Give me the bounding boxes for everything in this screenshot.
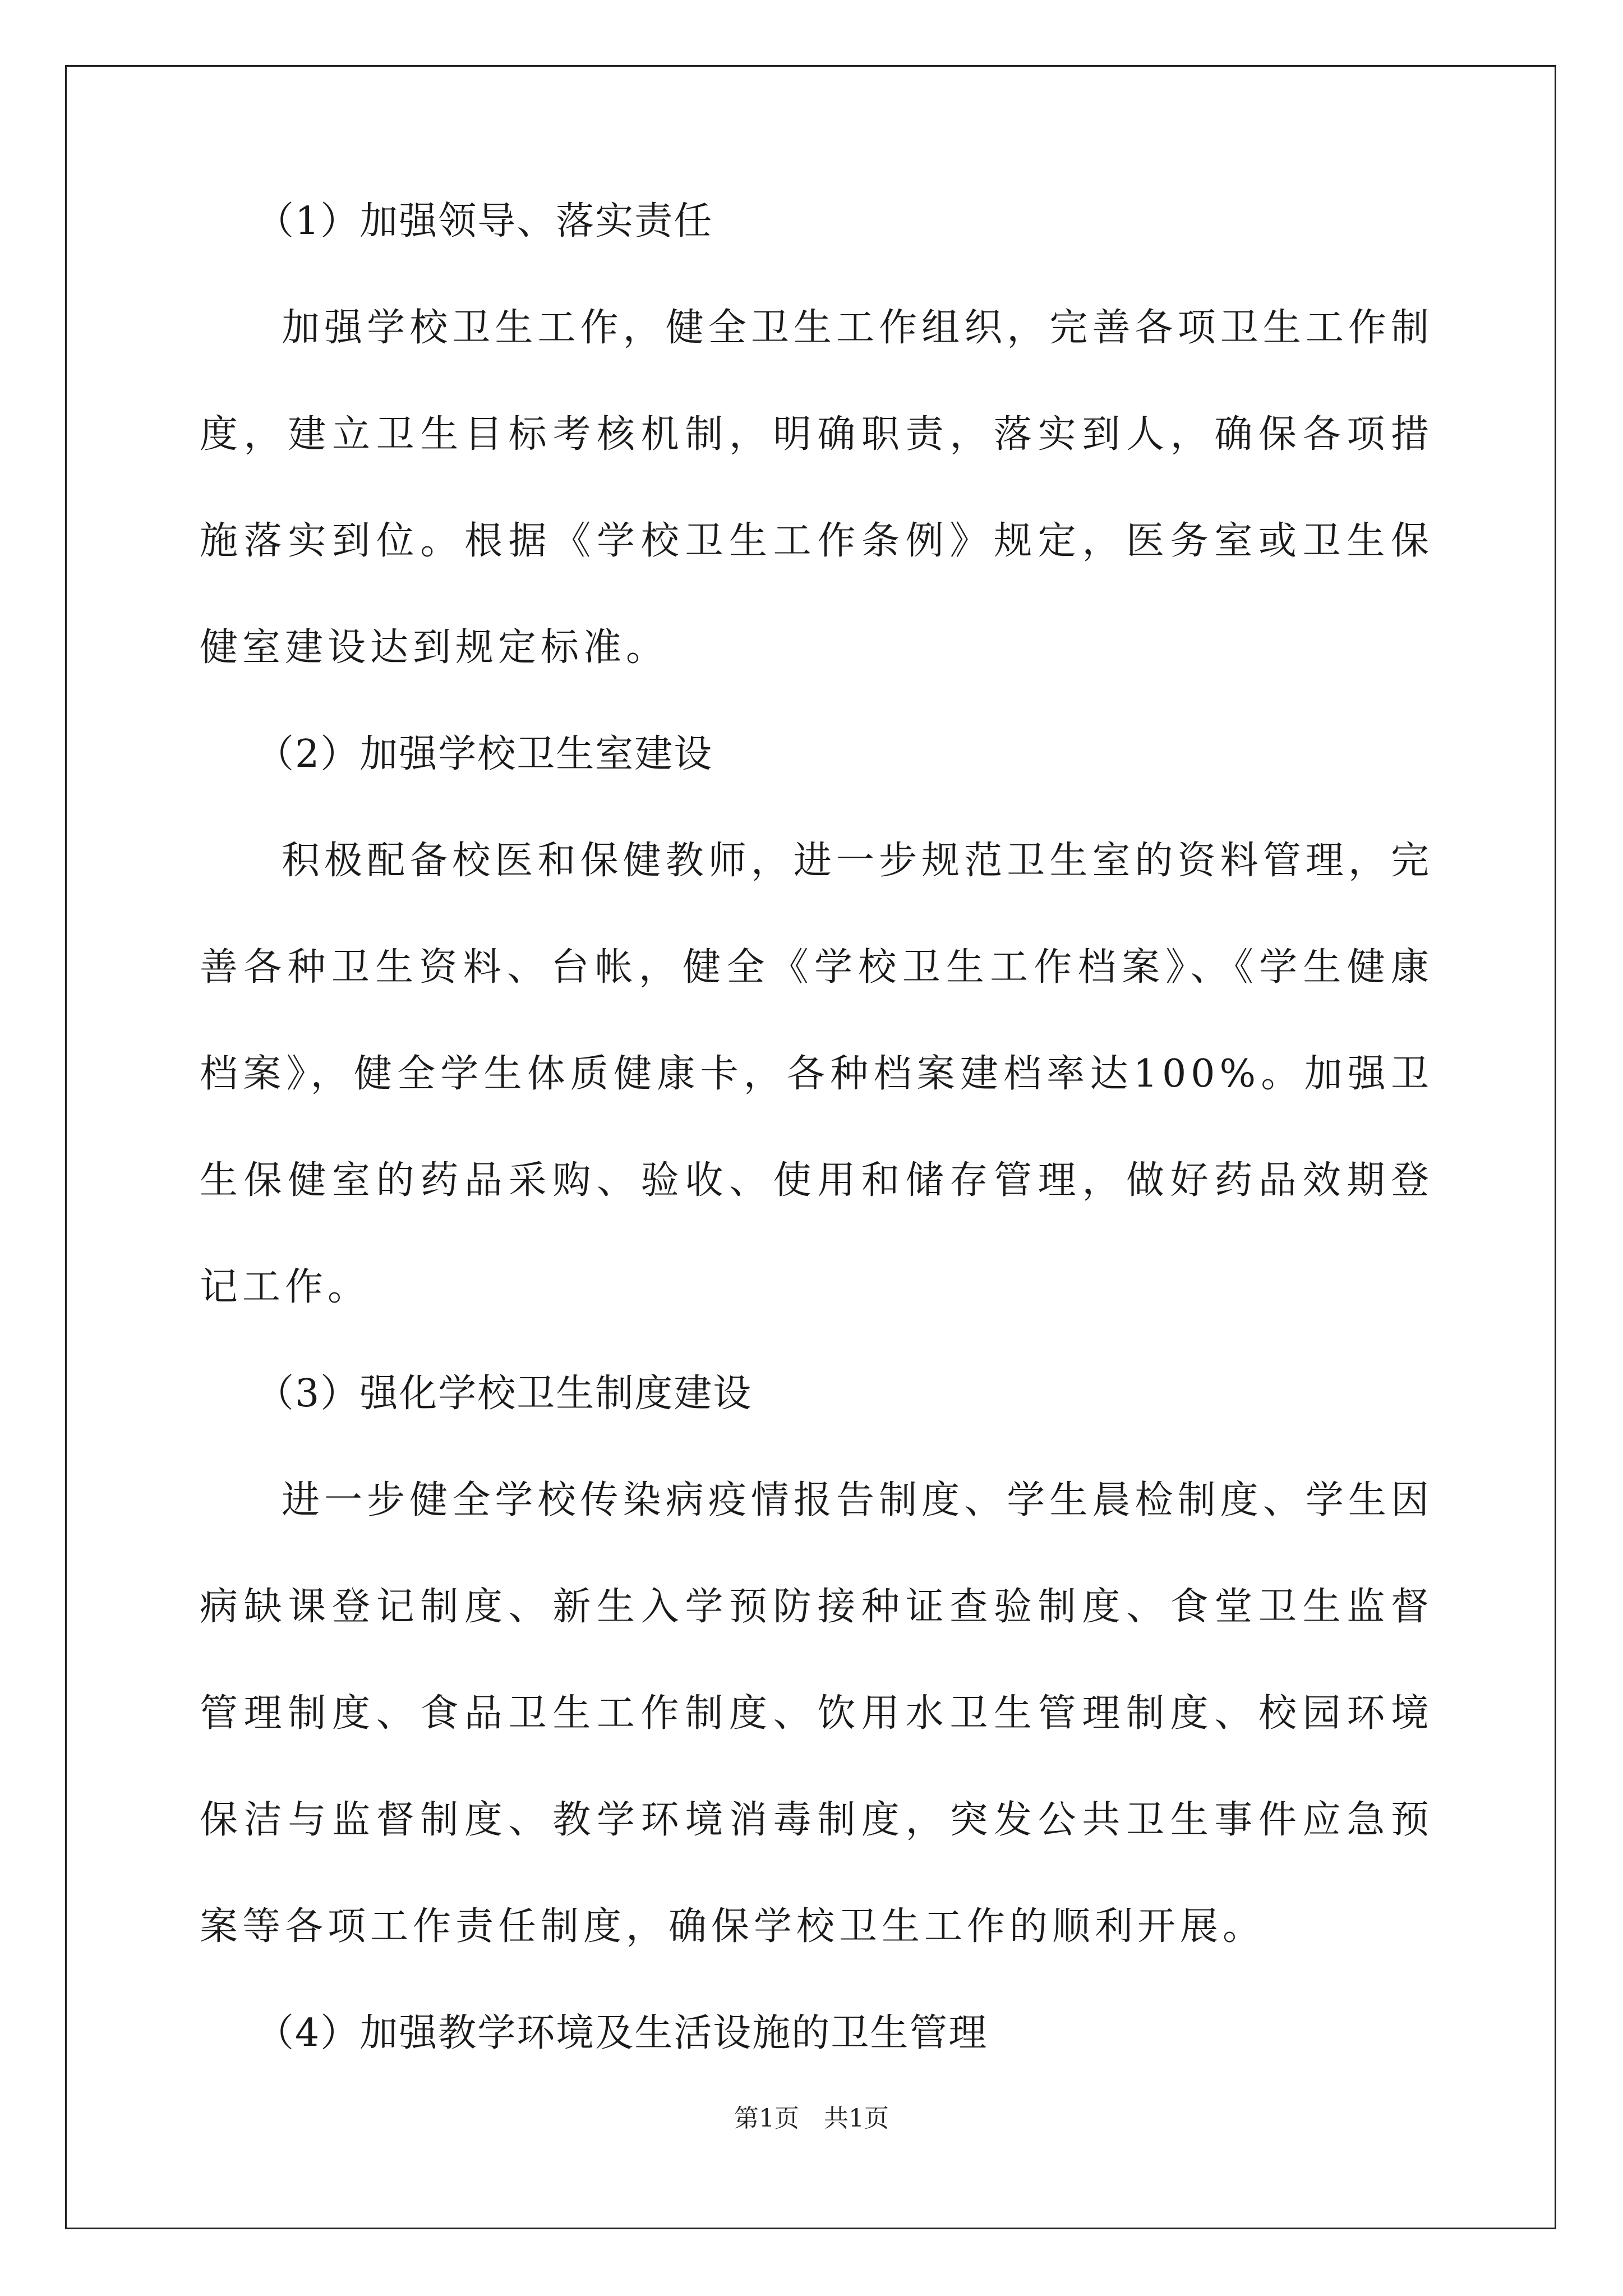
section-1-heading: （1）加强领导、落实责任	[256, 199, 713, 243]
section-3-paragraph: 进一步健全学校传染病疫情报告制度、学生晨检制度、学生因病缺课登记制度、新生入学预防接种证查验制度、食堂卫生监督管理制度、食品卫生工作制度、饮用水卫生管理制度、校园环境保洁与监督制度、教学环境消毒制度，突发公共卫生事件应急预案等各项工作责任制度，确保学校卫生工作的顺利开展。	[200, 1478, 1433, 1949]
section-2-paragraph: 积极配备校医和保健教师，进一步规范卫生室的资料管理，完善各种卫生资料、台帐，健全《学校卫生工作档案》、《学生健康档案》，健全学生体质健康卡，各种档案建档率达100%。加强卫生保健室的药品采购、验收、使用和储存管理，做好药品效期登记工作。	[200, 839, 1433, 1309]
section-3-heading: （3）强化学校卫生制度建设	[256, 1372, 753, 1416]
section-2-heading: （2）加强学校卫生室建设	[256, 732, 713, 776]
document-body	[200, 168, 1433, 2087]
page-footer: 第1页 共1页	[734, 2104, 889, 2133]
section-1-paragraph: 加强学校卫生工作，健全卫生工作组织，完善各项卫生工作制度，建立卫生目标考核机制，明确职责，落实到人，确保各项措施落实到位。根据《学校卫生工作条例》规定，医务室或卫生保健室建设达到规定标准。	[200, 306, 1433, 670]
section-4-heading: （4）加强教学环境及生活设施的卫生管理	[256, 2011, 988, 2055]
